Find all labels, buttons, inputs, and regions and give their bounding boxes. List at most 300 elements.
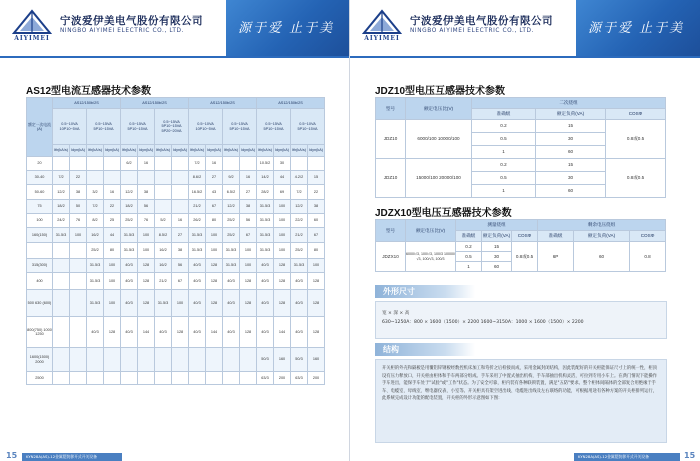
table-row: [27, 317, 325, 348]
table-cell: 40/3: [291, 273, 308, 290]
table-cell: 16.5/2: [189, 185, 206, 200]
table-cell: [70, 273, 87, 290]
table-cell: [172, 200, 189, 214]
cell-current: 400: [27, 273, 53, 290]
company-logo: [10, 9, 54, 45]
table-cell: 76: [138, 214, 155, 228]
table-row: [27, 171, 325, 185]
cell-current: 20: [27, 157, 53, 171]
table-cell: 63/3: [257, 372, 274, 385]
table-cell: 40/3: [121, 317, 138, 348]
header-sub: Ith(kA/s): [53, 145, 70, 157]
table-cell: 22: [308, 185, 325, 200]
table-cell: 60: [308, 214, 325, 228]
table-cell: [53, 243, 70, 259]
cell-load: 30: [482, 252, 512, 262]
structure-box: [375, 359, 667, 443]
table-cell: 31.5/3: [155, 290, 172, 317]
table-cell: 128: [206, 259, 223, 273]
table-cell: [308, 157, 325, 171]
table-cell: [291, 157, 308, 171]
table-cell: 31.5/3: [257, 228, 274, 243]
table-cell: [104, 157, 121, 171]
cell-load: 30: [536, 133, 606, 146]
header-sub: Ith(kA/s): [257, 145, 274, 157]
table-cell: [87, 171, 104, 185]
cell-cos-residual: 0.8: [630, 242, 666, 272]
table-cell: 21/2: [155, 273, 172, 290]
table-row: [27, 185, 325, 200]
table-cell: 128: [308, 273, 325, 290]
table-cell: [121, 348, 138, 372]
cell-current: 1600(1500) 2000: [27, 348, 53, 372]
table-cell: 128: [240, 317, 257, 348]
table-row: [27, 259, 325, 273]
table-cell: 25/2: [223, 214, 240, 228]
header-sub: Ith(kA/s): [87, 145, 104, 157]
cell-model: JDZX10: [376, 242, 406, 272]
footer-text: KYN28A(AS)-12金属铠装移开式开关设备: [578, 454, 649, 459]
cell-model: JDZ10: [376, 120, 406, 159]
table-cell: 67: [308, 228, 325, 243]
header-accuracy: 准确级: [538, 231, 574, 242]
dimensions-box: [375, 301, 667, 339]
jdzx10-title: JDZX10型电压互感器技术参数: [375, 208, 512, 219]
table-cell: [104, 372, 121, 385]
table-cell: [87, 372, 104, 385]
company-name-cn: 宁波爱伊美电气股份有限公司: [60, 15, 203, 27]
table-cell: 50/3: [257, 348, 274, 372]
header-sub: Idyn(kA): [70, 145, 87, 157]
table-cell: 6/2: [121, 157, 138, 171]
header-model: 型号: [376, 220, 406, 242]
cell-cos: 0.8或0.5: [606, 120, 666, 159]
table-cell: [138, 348, 155, 372]
table-cell: 8/2: [87, 214, 104, 228]
slogan-text: 源于爱 止于美: [238, 21, 335, 36]
table-cell: 100: [172, 290, 189, 317]
table-cell: [155, 372, 172, 385]
table-cell: [138, 171, 155, 185]
header-ratio: 额定电压比(V): [406, 220, 456, 242]
cell-load: 60: [536, 185, 606, 198]
table-cell: 25/2: [121, 214, 138, 228]
header-measure: 测量绕组: [456, 220, 538, 231]
table-cell: [70, 348, 87, 372]
table-cell: 18/2: [53, 200, 70, 214]
table-cell: 9/2: [223, 171, 240, 185]
table-cell: 128: [308, 317, 325, 348]
table-cell: 100: [206, 228, 223, 243]
table-cell: 76: [70, 214, 87, 228]
cell-current: [27, 243, 53, 259]
table-cell: [138, 372, 155, 385]
table-cell: 10.5/2: [257, 157, 274, 171]
table-cell: 25/2: [223, 228, 240, 243]
header-sub: Idyn(kA): [308, 145, 325, 157]
header-accuracy: 准确级: [472, 109, 536, 120]
header-accuracy: 0.5~15VA 5P10~15VA: [87, 109, 121, 145]
cell-accuracy: 1: [456, 262, 482, 272]
table-cell: 31.5/3: [223, 243, 240, 259]
table-cell: 144: [138, 317, 155, 348]
table-cell: [223, 157, 240, 171]
table-cell: 144: [206, 317, 223, 348]
header-residual: 剩余电压绕组: [538, 220, 666, 231]
header-load: 额定负荷(VA): [536, 109, 606, 120]
table-cell: 40/3: [121, 290, 138, 317]
table-cell: 56: [240, 214, 257, 228]
table-row: [27, 228, 325, 243]
table-cell: 25/2: [291, 243, 308, 259]
cell-current: 75: [27, 200, 53, 214]
dimensions-title: 外形尺寸: [383, 287, 415, 296]
table-cell: [70, 372, 87, 385]
table-cell: [172, 157, 189, 171]
header-sub: Ith(kA/s): [189, 145, 206, 157]
table-row: [27, 243, 325, 259]
table-cell: [70, 259, 87, 273]
table-cell: 40/3: [87, 317, 104, 348]
header-cos: COSΦ: [606, 109, 666, 120]
table-cell: 31.5/3: [291, 259, 308, 273]
table-cell: 128: [138, 273, 155, 290]
table-cell: 15: [308, 171, 325, 185]
table-cell: 12/2: [53, 185, 70, 200]
table-cell: 38: [240, 200, 257, 214]
table-row: [27, 290, 325, 317]
table-cell: 80: [104, 243, 121, 259]
jdz10-table: [375, 97, 666, 198]
table-cell: 27: [206, 171, 223, 185]
table-cell: [53, 273, 70, 290]
table-cell: [223, 348, 240, 372]
table-cell: 16: [172, 214, 189, 228]
structure-text: 开关柜的外壳和隔板是用覆铝锌钢板经数控机床加工和弯折之后栓接而成，采用金属封闭结构，因此装配好的开关柜能保证尺寸上的统一性，柜顶设有压力释放口，开关柜由柜体和手车两部分组成。手车采用了中置式抽出机构，手车部抽出机构灵活，可拉到专用小车上。在典门情况下能操作手车进出，能保手车处于"试验"或"工作"状态。为了安全可靠，柜内装有各种联锁装置，满足"五防"要求。整个柜体间隔体的全部复合用绝缘于手车、电缆室、母线室、继电器仪表、小室等。开关柜具有架空进出线、电缆进出线及左右联络的功能，可根据用途有各种方案的开关柜排列运行，此系统完成设计功能的配电装置，开关柜的外形示意图如下图：: [382, 366, 657, 402]
table-cell: 27: [172, 228, 189, 243]
table-cell: [121, 171, 138, 185]
table-cell: [240, 157, 257, 171]
table-cell: 200: [274, 372, 291, 385]
table-cell: 128: [240, 273, 257, 290]
table-cell: 100: [138, 228, 155, 243]
table-cell: 40/3: [223, 273, 240, 290]
table-row: [27, 157, 325, 171]
table-cell: 56: [172, 259, 189, 273]
table-cell: 100: [308, 259, 325, 273]
table-cell: 3/2: [87, 185, 104, 200]
table-cell: 40/3: [257, 290, 274, 317]
table-cell: 100: [240, 243, 257, 259]
table-row: [27, 348, 325, 372]
page-number: 15: [6, 451, 18, 460]
company-name-en: NINGBO AIYIMEI ELECTRIC CO., LTD.: [60, 28, 185, 34]
table-cell: 16: [104, 185, 121, 200]
table-cell: 40/3: [189, 273, 206, 290]
table-cell: 7/2: [189, 157, 206, 171]
logo-mark-icon: [10, 9, 54, 35]
table-cell: [53, 372, 70, 385]
table-cell: 100: [70, 228, 87, 243]
table-cell: 40/3: [155, 317, 172, 348]
table-cell: 40/3: [257, 273, 274, 290]
table-cell: 128: [206, 273, 223, 290]
table-cell: 31.5/3: [53, 228, 70, 243]
table-cell: 40/3: [223, 317, 240, 348]
table-cell: 50: [70, 200, 87, 214]
header-accuracy: 0.5~15VA 5P10~15VA: [121, 109, 155, 145]
table-cell: 200: [308, 372, 325, 385]
cell-load: 60: [482, 262, 512, 272]
table-cell: 31.5/3: [257, 214, 274, 228]
table-cell: 100: [104, 273, 121, 290]
table-cell: [206, 348, 223, 372]
table-cell: [104, 348, 121, 372]
table-cell: [53, 290, 70, 317]
header-rule: [350, 56, 700, 58]
table-cell: 31.5/3: [121, 228, 138, 243]
cell-cos: 0.8或0.5: [512, 242, 538, 272]
slogan-banner: [576, 0, 700, 56]
table-cell: 63/3: [291, 372, 308, 385]
table-cell: [206, 372, 223, 385]
cell-current: 100: [27, 214, 53, 228]
table-cell: [172, 171, 189, 185]
table-row: [27, 273, 325, 290]
table-cell: 128: [240, 290, 257, 317]
cell-cos: 0.8或0.5: [606, 159, 666, 198]
table-cell: 22: [104, 200, 121, 214]
table-cell: 100: [274, 200, 291, 214]
dimensions-legend: 宽 × 深 × 高: [382, 311, 410, 316]
table-cell: 40/3: [189, 317, 206, 348]
cell-current: 160(150): [27, 228, 53, 243]
table-cell: 128: [104, 317, 121, 348]
table-cell: 31.5/3: [257, 200, 274, 214]
slogan-banner: [226, 0, 350, 56]
table-cell: 100: [104, 290, 121, 317]
header-group: AS12/150b/2S: [257, 98, 325, 109]
cell-accuracy: 1: [472, 146, 536, 159]
table-row: [27, 372, 325, 385]
table-cell: 100: [104, 259, 121, 273]
cell-model: JDZ10: [376, 159, 406, 198]
table-cell: 128: [206, 290, 223, 317]
table-cell: 25/2: [87, 243, 104, 259]
table-cell: 128: [274, 290, 291, 317]
table-cell: 16: [240, 171, 257, 185]
table-cell: 25: [104, 214, 121, 228]
table-cell: [70, 157, 87, 171]
table-cell: 7/2: [291, 185, 308, 200]
footer-text: KYN28A(AS)-12金属铠装移开式开关设备: [26, 454, 97, 459]
table-cell: 4.2/2: [291, 171, 308, 185]
table-cell: 40/3: [189, 259, 206, 273]
cell-accuracy-residual: 6P: [538, 242, 574, 272]
dimensions-values: 630~1250A：800 × 1600（1500）× 2200 1600~3150A：1000 × 1600（1500）× 2200: [382, 320, 584, 325]
table-cell: 31.5/3: [87, 290, 104, 317]
table-cell: 16/2: [87, 228, 104, 243]
structure-banner: [375, 343, 475, 356]
table-cell: 31.5/3: [223, 259, 240, 273]
header-group: AS12/150b/2S: [53, 98, 121, 109]
cell-load: 60: [536, 146, 606, 159]
table-cell: 31.5/3: [189, 243, 206, 259]
cell-accuracy: 0.5: [472, 133, 536, 146]
jdzx10-table: [375, 219, 666, 272]
table-cell: [223, 372, 240, 385]
table-cell: [155, 171, 172, 185]
table-cell: 144: [274, 317, 291, 348]
table-cell: 6.5/2: [223, 185, 240, 200]
table-cell: [70, 243, 87, 259]
table-cell: 43: [206, 185, 223, 200]
cell-load-residual: 60: [574, 242, 630, 272]
table-cell: [155, 348, 172, 372]
table-row: [376, 120, 666, 133]
table-row: [27, 200, 325, 214]
table-cell: 100: [206, 243, 223, 259]
company-logo: [360, 9, 404, 45]
table-cell: [121, 372, 138, 385]
as12-title: AS12型电流互感器技术参数: [26, 86, 152, 97]
header-model: 型号: [376, 98, 406, 120]
table-cell: 56: [138, 200, 155, 214]
table-cell: 16: [138, 157, 155, 171]
table-cell: 7/2: [53, 171, 70, 185]
cell-load: 30: [536, 172, 606, 185]
table-cell: [70, 317, 87, 348]
table-cell: [53, 157, 70, 171]
table-cell: 12/2: [223, 200, 240, 214]
table-cell: 128: [138, 290, 155, 317]
cell-load: 15: [482, 242, 512, 252]
table-cell: 67: [206, 200, 223, 214]
header-group: AS12/150b/2S: [121, 98, 189, 109]
table-cell: [189, 348, 206, 372]
table-cell: [172, 348, 189, 372]
cell-accuracy: 0.2: [472, 159, 536, 172]
cell-current: 500 630 (600): [27, 290, 53, 317]
table-cell: 67: [172, 273, 189, 290]
table-cell: 38: [138, 185, 155, 200]
table-cell: 44: [104, 228, 121, 243]
table-row: [27, 214, 325, 228]
table-cell: 16/2: [155, 243, 172, 259]
table-cell: 28/2: [257, 185, 274, 200]
table-cell: 67: [240, 228, 257, 243]
header-accuracy: 准确级: [456, 231, 482, 242]
table-cell: 40/3: [189, 290, 206, 317]
table-cell: [155, 185, 172, 200]
header-sub: Idyn(kA): [138, 145, 155, 157]
table-cell: 40/3: [223, 290, 240, 317]
table-cell: 12/2: [291, 200, 308, 214]
table-cell: 31.5/3: [87, 259, 104, 273]
table-cell: 128: [274, 259, 291, 273]
header: [350, 0, 700, 56]
table-cell: 100: [138, 243, 155, 259]
left-footer: [0, 451, 350, 461]
header-sub: Idyn(kA): [240, 145, 257, 157]
table-row: [376, 159, 666, 172]
table-cell: 31.5/3: [121, 243, 138, 259]
table-cell: 27: [240, 185, 257, 200]
cell-current: 800(750) 1000 1250: [27, 317, 53, 348]
logo-text: AIYIMEI: [14, 35, 50, 42]
table-cell: 16/2: [155, 259, 172, 273]
table-cell: 100: [274, 214, 291, 228]
header-sub: Idyn(kA): [104, 145, 121, 157]
cell-accuracy: 0.5: [456, 252, 482, 262]
cell-ratio: 15000/100 20000/100: [406, 159, 472, 198]
table-cell: [240, 372, 257, 385]
header-ratio: 额定电压比(V): [406, 98, 472, 120]
table-cell: 22/2: [291, 214, 308, 228]
header-accuracy: 0.5~15VA 5P10~15VA 5P20~20VA: [155, 109, 189, 145]
cell-current: 315(300): [27, 259, 53, 273]
table-cell: 128: [172, 317, 189, 348]
header-sub: Ith(kA/s): [291, 145, 308, 157]
header-sub: Ith(kA/s): [121, 145, 138, 157]
cell-load: 15: [536, 120, 606, 133]
table-cell: 40/3: [121, 259, 138, 273]
table-cell: 5/2: [155, 214, 172, 228]
table-cell: 80: [206, 214, 223, 228]
table-cell: [104, 171, 121, 185]
header-sub: Ith(kA/s): [223, 145, 240, 157]
header-sub: Idyn(kA): [206, 145, 223, 157]
table-cell: 21/2: [291, 228, 308, 243]
table-cell: 18/2: [121, 200, 138, 214]
company-name-cn: 宁波爱伊美电气股份有限公司: [410, 15, 553, 27]
table-cell: 26/2: [189, 214, 206, 228]
header-sub: Ith(kA/s): [155, 145, 172, 157]
table-cell: 44: [274, 171, 291, 185]
table-cell: 8.6/2: [189, 171, 206, 185]
dimensions-banner: [375, 285, 475, 298]
table-cell: [155, 157, 172, 171]
structure-title: 结构: [383, 345, 399, 354]
cell-accuracy: 1: [472, 185, 536, 198]
cell-current: 2500: [27, 372, 53, 385]
logo-text: AIYIMEI: [364, 35, 400, 42]
table-cell: 8.5/2: [155, 228, 172, 243]
table-cell: 160: [308, 348, 325, 372]
right-page: [350, 0, 700, 461]
table-cell: 128: [308, 290, 325, 317]
table-cell: 30: [274, 157, 291, 171]
table-cell: 128: [274, 273, 291, 290]
header-sub: Idyn(kA): [274, 145, 291, 157]
table-cell: [53, 259, 70, 273]
table-cell: 24/2: [53, 214, 70, 228]
cell-current: 50-60: [27, 185, 53, 200]
table-cell: 40/3: [257, 317, 274, 348]
header-group: AS12/150b/2S: [189, 98, 257, 109]
table-cell: [189, 372, 206, 385]
table-cell: 38: [70, 185, 87, 200]
header: [0, 0, 350, 56]
cell-accuracy: 0.5: [472, 172, 536, 185]
as12-table: [26, 97, 325, 385]
table-cell: 69: [274, 185, 291, 200]
header-load: 额定负荷(VA): [482, 231, 512, 242]
table-cell: 14/2: [257, 171, 274, 185]
table-cell: 128: [138, 259, 155, 273]
table-cell: [87, 348, 104, 372]
header-rule: [0, 56, 350, 58]
